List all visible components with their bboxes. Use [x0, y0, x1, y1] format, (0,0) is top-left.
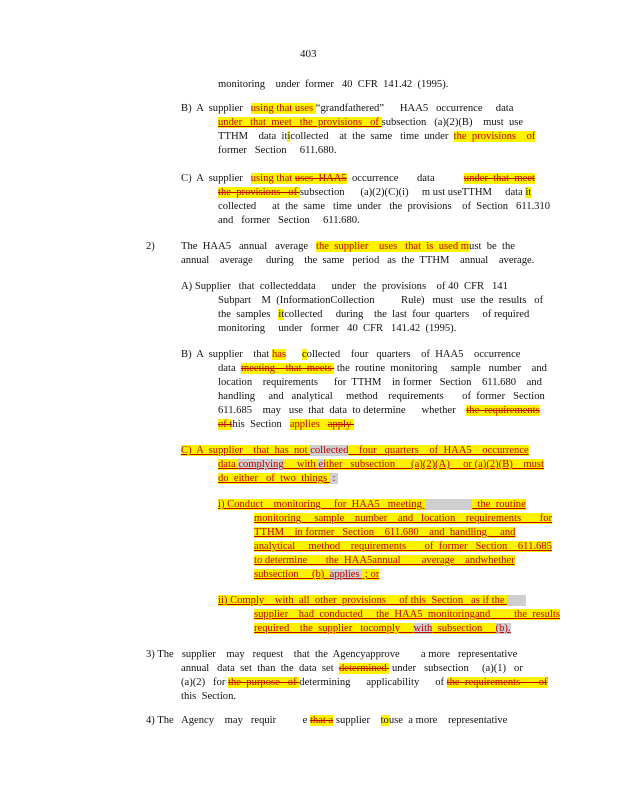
text-segment: i: [287, 131, 291, 142]
text-line: [218, 214, 360, 227]
text-segment: ust be the: [469, 241, 515, 252]
text-line: [218, 294, 543, 307]
text-segment: that a: [309, 715, 334, 726]
text-segment: under subsection (a)(1) or: [389, 663, 523, 674]
text-line: [181, 240, 515, 253]
text-segment: uses HAA5: [294, 173, 347, 184]
text-segment: that: [276, 173, 295, 184]
text-segment: has: [271, 349, 287, 360]
text-segment: and former Section 611.680.: [218, 215, 360, 226]
text-segment: using that uses: [250, 103, 316, 114]
text-segment: data: [218, 363, 241, 374]
text-line: [218, 200, 550, 213]
text-line: [218, 130, 535, 143]
text-segment: do either of two things: [218, 473, 330, 484]
text-segment: his Section: [232, 419, 290, 430]
text-segment: monitoring under former 40 CFR 141.42 (1995).: [218, 79, 449, 90]
text-segment: the provisions of: [218, 187, 300, 198]
text-line: [218, 116, 523, 129]
text-segment: the purpose of: [228, 677, 300, 688]
text-segment: handling and analytical method requirements of former Section: [218, 391, 545, 402]
page-number: 403: [300, 48, 317, 60]
text-line: [218, 594, 526, 607]
text-segment: it: [278, 309, 285, 320]
text-segment: The HAA5 annual average: [181, 241, 317, 252]
text-segment: collected during the last four quarters of required: [284, 309, 530, 320]
text-line: [181, 662, 523, 675]
text-line: [254, 540, 552, 553]
text-line: [218, 322, 456, 335]
text-segment: ii) Comply with all other provisions of this Section as if the: [218, 595, 508, 606]
text-segment: occurrence data: [346, 173, 464, 184]
text-line: [181, 280, 508, 293]
text-line: [181, 172, 535, 185]
text-segment: determining applicability of: [299, 677, 447, 688]
text-segment: collected: [310, 445, 349, 456]
text-segment: supplier had conducted the HAA5 monitoringand the results: [254, 609, 560, 620]
text-segment: the routine monitoring sample number and: [334, 363, 547, 374]
text-line: [254, 568, 379, 581]
text-segment: apply: [327, 419, 354, 430]
text-line: [181, 102, 513, 115]
text-segment: [507, 595, 526, 606]
text-segment: the requirements: [466, 405, 540, 416]
text-segment: of t: [218, 419, 233, 430]
text-segment: C) A supplier that has not: [181, 445, 311, 456]
text-segment: use a more representative: [388, 715, 508, 726]
text-line: [218, 144, 336, 157]
text-segment: former Section 611.680.: [218, 145, 337, 156]
text-line: [181, 254, 534, 267]
text-segment: “grandfathered” HAA5 occurrence data: [315, 103, 514, 114]
text-segment: under that meet the provisions of: [218, 117, 382, 128]
text-segment: C) A supplier: [181, 173, 251, 184]
text-segment: A) Supplier that collecteddata under the provisions of 40 CFR 141: [181, 281, 508, 292]
text-segment: monitoring under former 40 CFR 141.42 (1995).: [218, 323, 457, 334]
text-segment: TTHM in former Section 611.680 and handling and: [254, 527, 516, 538]
text-segment: e: [318, 459, 324, 470]
text-segment: ither subsection (a)(2)(A) or (a)(2)(B) must: [323, 459, 544, 470]
text-segment: annual average during the same period as the TTHM annual average.: [181, 255, 535, 266]
text-segment: 4) The Agency may requir e: [146, 715, 310, 726]
text-line: [218, 362, 547, 375]
text-line: [218, 390, 545, 403]
text-segment: m: [460, 241, 470, 252]
text-segment: Subpart M (InformationCollection Rule) must use the results of: [218, 295, 544, 306]
text-line: [146, 714, 507, 727]
text-line: [218, 308, 529, 321]
text-segment: [425, 499, 473, 510]
text-segment: the requirements of: [446, 677, 548, 688]
text-segment: determined: [338, 663, 390, 674]
text-line: [254, 608, 560, 621]
text-line: [218, 458, 544, 471]
text-line: [218, 78, 448, 91]
text-segment: under that meet: [463, 173, 535, 184]
text-segment: (a)(2) for: [181, 677, 229, 688]
text-segment: 2): [146, 241, 155, 252]
text-segment: this Section.: [181, 691, 237, 702]
text-line: [146, 648, 517, 661]
text-segment: subsection (a)(2)(B) must use: [381, 117, 524, 128]
text-segment: the samples: [218, 309, 279, 320]
text-line: [218, 376, 542, 389]
text-segment: B) A supplier: [181, 103, 251, 114]
text-segment: to determine the HAA5annual average andwhether: [254, 555, 515, 566]
text-segment: to: [380, 715, 389, 726]
text-segment: the routine: [472, 499, 526, 510]
text-segment: applies: [289, 419, 328, 430]
text-segment: subsection (a)(2)(C)(i) m ust useTTHM data: [299, 187, 526, 198]
text-segment: [286, 349, 302, 360]
text-segment: ollected four quarters of HAA5 occurrence: [306, 349, 521, 360]
text-segment: the supplier uses that is used: [316, 241, 461, 252]
text-line: [254, 526, 515, 539]
text-segment: it: [525, 187, 532, 198]
text-line: [218, 498, 526, 511]
text-line: [181, 690, 236, 703]
text-segment: with: [283, 459, 319, 470]
text-line: [181, 444, 529, 457]
text-segment: using: [250, 173, 277, 184]
text-segment: (b).: [495, 623, 511, 634]
text-segment: analytical method requirements of former Section 611.685: [254, 541, 552, 552]
text-line: [218, 472, 338, 485]
text-line: [254, 554, 515, 567]
text-segment: supplier: [333, 715, 381, 726]
text-segment: subsection: [432, 623, 496, 634]
text-segment: c: [301, 349, 307, 360]
text-segment: :: [329, 473, 339, 484]
text-segment: 3) The supplier may request that the Agencyapprove a more representative: [146, 649, 518, 660]
text-segment: B) A supplier that: [181, 349, 272, 360]
text-segment: with: [413, 623, 433, 634]
text-segment: collected at the same time under the provisions of Section 611.310: [218, 201, 551, 212]
text-segment: annual data set than the data set: [181, 663, 339, 674]
text-segment: the provisions of: [453, 131, 536, 142]
text-segment: applies: [329, 569, 363, 580]
text-segment: required the supplier tocomply: [254, 623, 414, 634]
text-line: [181, 676, 548, 689]
text-line: [254, 512, 552, 525]
text-line: [146, 240, 155, 253]
text-line: [218, 186, 531, 199]
text-line: [254, 622, 511, 635]
text-segment: i) Conduct monitoring for HAA5 meeting: [218, 499, 425, 510]
text-segment: meeting that meets: [240, 363, 335, 374]
text-segment: TTHM data it: [218, 131, 288, 142]
text-segment: subsection (b): [254, 569, 330, 580]
text-segment: ; or: [362, 569, 380, 580]
text-line: [218, 418, 354, 431]
text-segment: monitoring sample number and location requirements for: [254, 513, 553, 524]
text-segment: 611.685 may use that data to determine whether: [218, 405, 467, 416]
text-segment: data: [218, 459, 239, 470]
text-line: [218, 404, 540, 417]
text-line: [181, 348, 521, 361]
text-segment: location requirements for TTHM in former Section 611.680 and: [218, 377, 542, 388]
text-segment: collected at the same time under: [290, 131, 454, 142]
text-segment: four quarters of HAA5 occurrence: [348, 445, 529, 456]
text-segment: complying: [238, 459, 284, 470]
